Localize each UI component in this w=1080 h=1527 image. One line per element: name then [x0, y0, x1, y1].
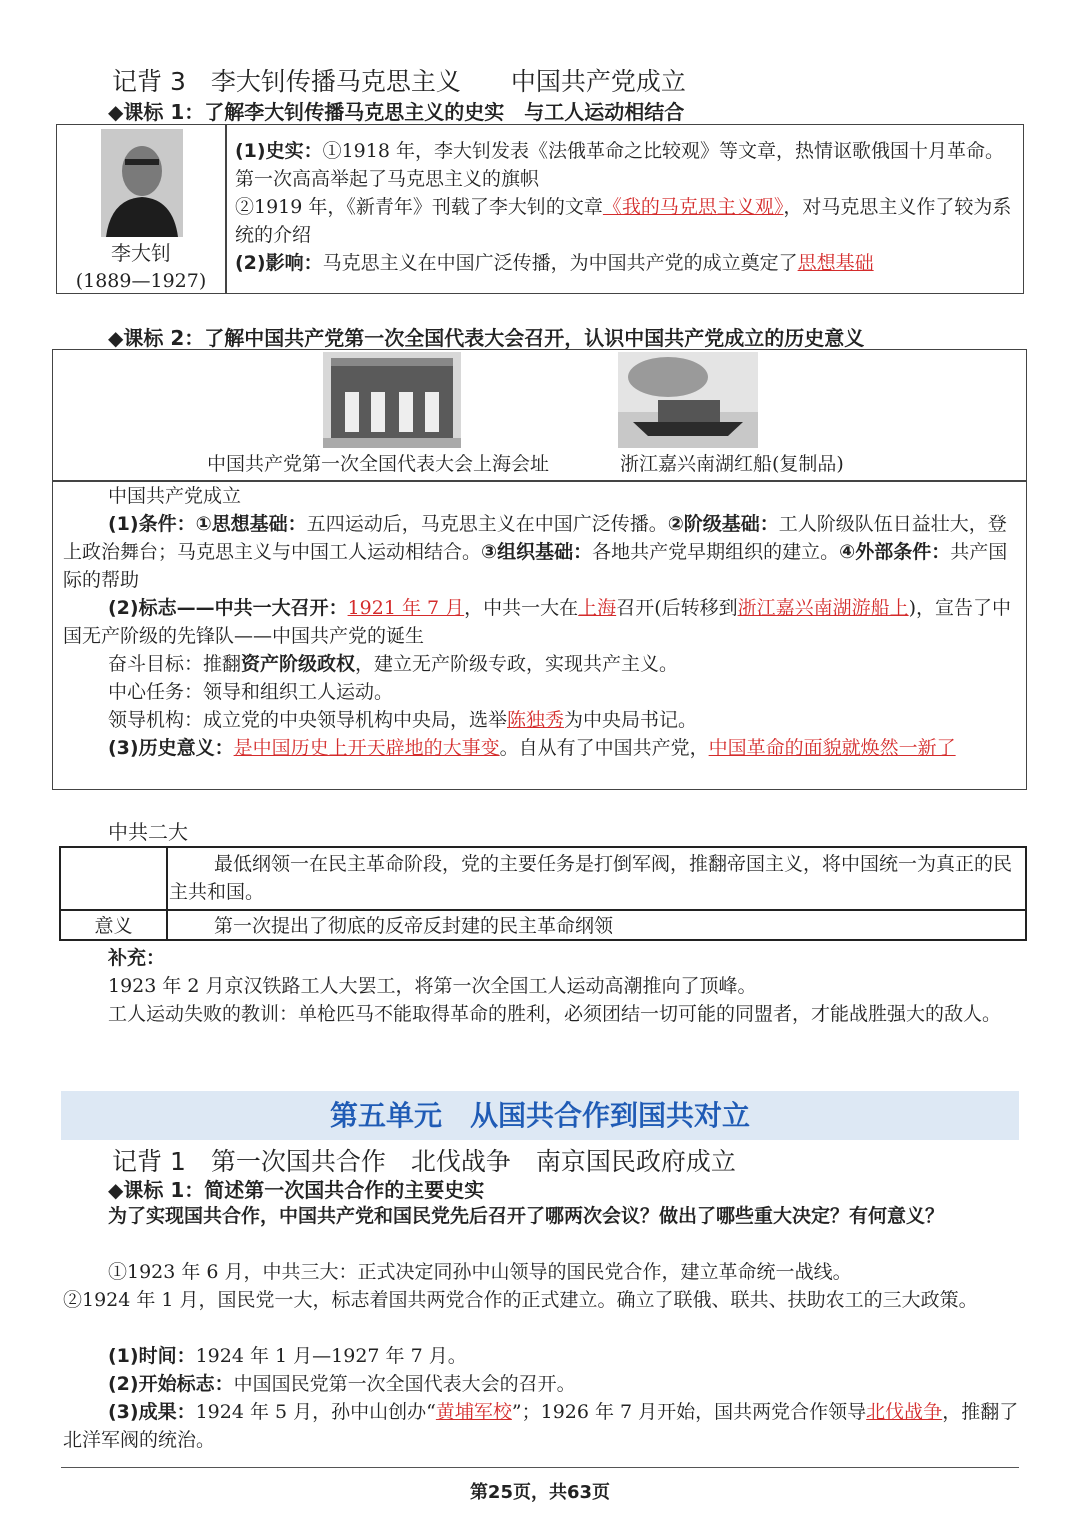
portrait-years: (1889—1927) — [75, 270, 207, 292]
portrait-name: 李大钊 — [111, 241, 171, 265]
central-task: 中心任务：领导和组织工人运动。 — [108, 681, 394, 703]
significance-text: 。自从有了中国共产党， — [499, 737, 709, 759]
significance-head: 意义 — [94, 915, 133, 937]
history-facts — [235, 137, 1015, 193]
facts2-text-b: ，对马克思主义作了较为系统的介绍 — [235, 196, 1012, 246]
leadership — [108, 706, 697, 734]
mark-text-1: ，中共一大在 — [464, 597, 579, 619]
standard-1: ◆课标 1：了解李大钊传播马克思主义的史实 与工人运动相结合 — [108, 100, 685, 124]
facts2-highlight: 《我的马克思主义观》 — [602, 196, 784, 218]
cond3-text: 各地共产党早期组织的建立。 — [592, 541, 840, 563]
mark-label: (2)标志——中共一大召开： — [108, 597, 348, 619]
influence-highlight: 思想基础 — [797, 252, 874, 274]
footer-rule — [61, 1467, 1019, 1468]
founding-box — [52, 349, 1027, 790]
goal-c: ，建立无产阶级专政，实现共产主义。 — [355, 653, 679, 675]
influence — [235, 249, 1015, 277]
significance-label: (3)历史意义： — [108, 737, 234, 759]
cooperation-result — [63, 1398, 1021, 1454]
unit5-heading: 记背 1 第一次国共合作 北伐战争 南京国民政府成立 — [112, 1147, 736, 1176]
goal-a: 奋斗目标：推翻 — [108, 653, 242, 675]
unit-banner — [61, 1091, 1019, 1140]
cond2-text: 工人阶级队伍日益壮大，登上政治舞台；马克思主义与中国工人运动相结合。 — [63, 513, 1007, 563]
second-congress-title: 中共二大 — [108, 820, 188, 844]
unit-banner-text: 第五单元 从国共合作到国共对立 — [329, 1099, 750, 1132]
table-col-divider — [166, 848, 168, 939]
red-boat-photo — [618, 352, 758, 448]
li-dazhao-box — [56, 124, 1024, 294]
org-highlight: 陈独秀 — [507, 709, 565, 731]
start-text: 中国国民党第一次全国代表大会的召开。 — [233, 1373, 576, 1395]
shanghai-site-photo — [323, 352, 461, 448]
significance-red-2: 中国革命的面貌就焕然一新了 — [708, 737, 956, 759]
result-a: 1924 年 5 月，孙中山创办“ — [195, 1401, 436, 1423]
mark-place-shanghai: 上海 — [578, 597, 617, 619]
cond2-label: ②阶级基础： — [667, 513, 779, 535]
influence-label: (2)影响： — [235, 252, 323, 274]
result-highlight-2: 北伐战争 — [866, 1401, 943, 1423]
standard-2: ◆课标 2：了解中国共产党第一次全国代表大会召开，认识中国共产党成立的历史意义 — [108, 326, 865, 350]
org-b: 为中央局书记。 — [564, 709, 698, 731]
unit5-question: 为了实现国共合作，中国共产党和国民党先后召开了哪两次会议？做出了哪些重大决定？有何意义？ — [108, 1205, 945, 1227]
unit5-standard: ◆课标 1：简述第一次国共合作的主要史实 — [108, 1178, 485, 1202]
mark-place-jiaxing: 浙江嘉兴南湖游船上 — [737, 597, 909, 619]
second-congress-table — [59, 846, 1027, 941]
mark-text-3: )，宣告了中国无产阶级的先锋队——中国共产党的诞生 — [63, 597, 1012, 647]
founding-title: 中国共产党成立 — [108, 485, 242, 507]
facts-label: (1)史实： — [235, 140, 323, 162]
cond4-text: 共产国际的帮助 — [63, 541, 1008, 591]
portrait-divider — [225, 125, 227, 293]
caption-left: 中国共产党第一次全国代表大会上海会址 — [207, 453, 550, 475]
supplement-title: 补充： — [108, 947, 166, 969]
cond3-label: ③组织基础： — [481, 541, 593, 563]
facts-text: ①1918 年，李大钊发表《法俄革命之比较观》等文章，热情讴歌俄国十月革命。第一次高高举起了马克思主义的旗帜 — [235, 140, 1004, 190]
significance — [63, 734, 1018, 762]
unit5-answer-2: ②1924 年 1 月，国民党一大，标志着国共两党合作的正式建立。确立了联俄、联共、扶助农工的三大政策。 — [63, 1289, 978, 1311]
conditions-label: (1)条件： — [108, 513, 196, 535]
li-dazhao-portrait — [101, 129, 183, 237]
result-b: ”；1926 年 7 月开始，国共两党合作领导 — [511, 1401, 867, 1423]
goal — [108, 650, 678, 678]
table-row-divider — [61, 909, 1025, 911]
history-facts-2 — [235, 193, 1015, 249]
time-label: (1)时间： — [108, 1345, 196, 1367]
cond1-text: 五四运动后，马克思主义在中国广泛传播。 — [306, 513, 668, 535]
cooperation-start — [108, 1370, 576, 1398]
cooperation-time — [108, 1342, 467, 1370]
start-label: (2)开始标志： — [108, 1373, 234, 1395]
founding-mark — [63, 594, 1018, 650]
supplement-2: 工人运动失败的教训：单枪匹马不能取得革命的胜利，必须团结一切可能的同盟者，才能战胜强大的敌人。 — [108, 1003, 1002, 1025]
section-heading: 记背 3 李大钊传播马克思主义 中国共产党成立 — [112, 67, 686, 96]
significance-cell: 第一次提出了彻底的反帝反封建的民主革命纲领 — [214, 915, 614, 937]
significance-red-1: 是中国历史上开天辟地的大事变 — [233, 737, 500, 759]
program-text: 最低纲领一在民主革命阶段，党的主要任务是打倒军阀，推翻帝国主义，将中国统一为真正的民主共和国。 — [169, 853, 1013, 903]
cond4-label: ④外部条件： — [839, 541, 951, 563]
influence-text: 马克思主义在中国广泛传播，为中国共产党的成立奠定了 — [322, 252, 798, 274]
time-text: 1924 年 1 月—1927 年 7 月。 — [195, 1345, 467, 1367]
conditions — [63, 510, 1018, 594]
caption-right: 浙江嘉兴南湖红船(复制品) — [620, 453, 844, 475]
facts2-text-a: ②1919 年，《新青年》刊载了李大钊的文章 — [235, 196, 603, 218]
result-highlight-1: 黄埔军校 — [435, 1401, 512, 1423]
result-label: (3)成果： — [108, 1401, 196, 1423]
mark-text-2: 召开(后转移到 — [616, 597, 738, 619]
mark-date: 1921 年 7 月 — [347, 597, 465, 619]
org-a: 领导机构：成立党的中央领导机构中央局，选举 — [108, 709, 508, 731]
supplement-1: 1923 年 2 月京汉铁路工人大罢工，将第一次全国工人运动高潮推向了顶峰。 — [108, 975, 757, 997]
unit5-answer-1: ①1923 年 6 月，中共三大：正式决定同孙中山领导的国民党合作，建立革命统一战线。 — [108, 1261, 852, 1283]
result-c: ，推翻了北洋军阀的统治。 — [63, 1401, 1019, 1451]
page-number: 第25页，共63页 — [469, 1482, 611, 1503]
cond1-label: ①思想基础： — [195, 513, 307, 535]
goal-b: 资产阶级政权 — [241, 653, 356, 675]
